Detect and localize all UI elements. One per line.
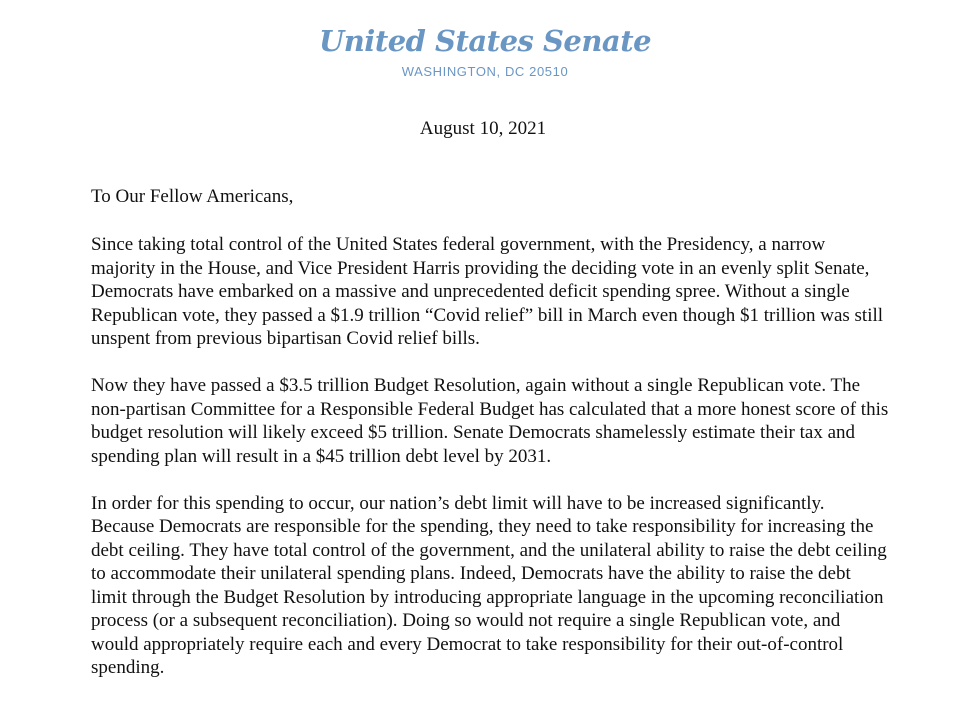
letter-date: August 10, 2021 bbox=[419, 118, 547, 139]
salutation: To Our Fellow Americans, bbox=[91, 186, 294, 207]
paragraph-1: Since taking total control of the United States federal government, with the Presidency, a narrow majority in the House, and Vice President Harris providing the deciding vote in an evenly split Senate, Democrats have embarked on a massive and unprecedented deficit spending spree. Without a single Republican vote, they passed a $1.9 trillion “Covid relief” bill in March even though $1 trillion was still unspent from previous bipartisan Covid relief bills. bbox=[91, 234, 884, 350]
senate-letterhead-address: WASHINGTON, DC 20510 bbox=[401, 64, 569, 79]
paragraph-3: In order for this spending to occur, our nation’s debt limit will have to be increased significantly. Because Democrats are responsible for the spending, they need to take responsibility for increasing the debt ceiling. They have total control of the government, and the unilateral ability to raise the debt ceiling to accommodate their unilateral spending plans. Indeed, Democrats have the ability to raise the debt limit through the Budget Resolution by introducing appropriate language in the upcoming reconciliation process (or a subsequent reconciliation). Doing so would not require a single Republican vote, and would appropriately require each and every Democrat to take responsibility for their out-of-control spending. bbox=[91, 493, 887, 678]
paragraph-2: Now they have passed a $3.5 trillion Budget Resolution, again without a single Republican vote. The non-partisan Committee for a Responsible Federal Budget has calculated that a more honest score of this budget resolution will likely exceed $5 trillion. Senate Democrats shamelessly estimate their tax and spending plan will result in a $45 trillion debt level by 2031. bbox=[91, 375, 889, 467]
letter-body bbox=[91, 185, 891, 703]
senate-letterhead-title: United States Senate bbox=[318, 24, 652, 58]
letterhead bbox=[0, 22, 970, 80]
